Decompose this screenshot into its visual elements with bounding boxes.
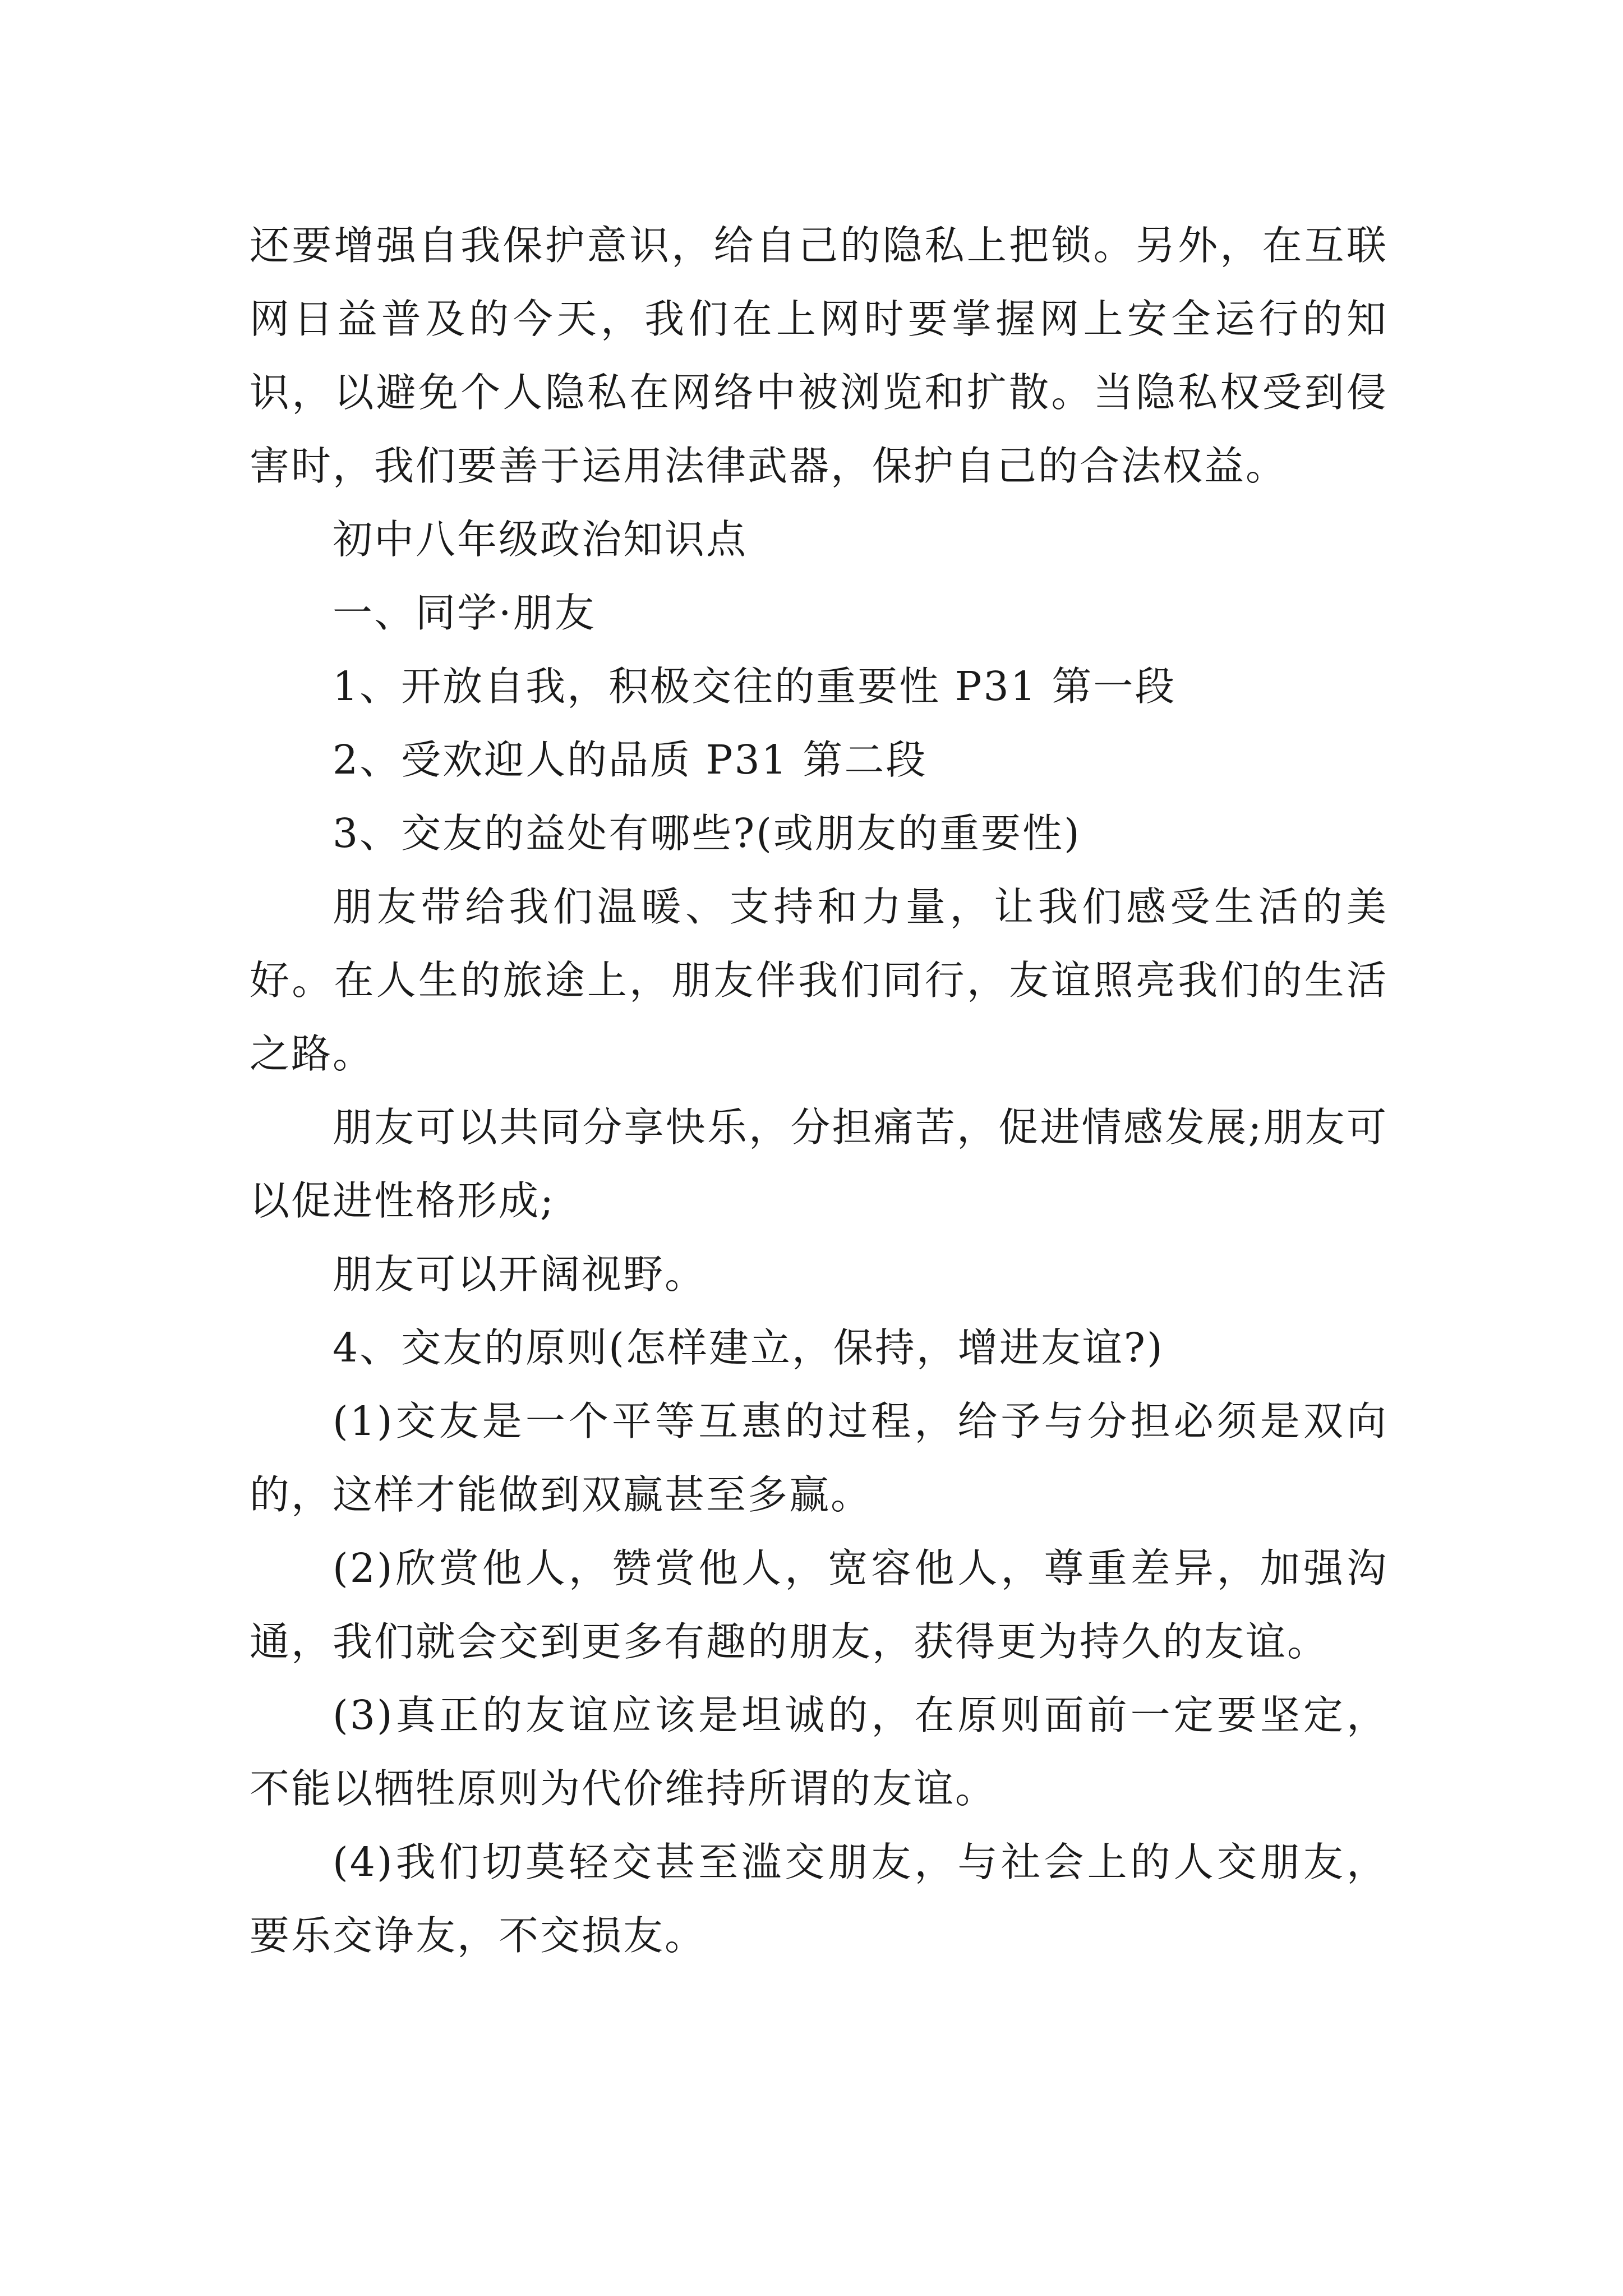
document-body <box>250 209 1388 1972</box>
list-item-1: 1、开放自我，积极交往的重要性 P31 第一段 <box>333 663 1177 710</box>
list-item-4: 4、交友的原则(怎样建立，保持，增进友谊?) <box>333 1324 1164 1371</box>
principle-4: (4)我们切莫轻交甚至滥交朋友，与社会上的人交朋友，要乐交诤友，不交损友。 <box>250 1839 1388 1959</box>
paragraph-friend-vision: 朋友可以开阔视野。 <box>333 1251 707 1297</box>
paragraph-friend-share: 朋友可以共同分享快乐，分担痛苦，促进情感发展;朋友可以促进性格形成; <box>250 1104 1388 1224</box>
paragraph-friend-warmth: 朋友带给我们温暖、支持和力量，让我们感受生活的美好。在人生的旅途上，朋友伴我们同行，友谊照亮我们的生活之路。 <box>250 884 1388 1077</box>
principle-1: (1)交友是一个平等互惠的过程，给予与分担必须是双向的，这样才能做到双赢甚至多赢。 <box>250 1398 1388 1518</box>
paragraph-privacy-protection: 还要增强自我保护意识，给自己的隐私上把锁。另外，在互联网日益普及的今天，我们在上网时要掌握网上安全运行的知识，以避免个人隐私在网络中被浏览和扩散。当隐私权受到侵害时，我们要善于运用法律武器，保护自己的合法权益。 <box>250 222 1388 489</box>
section-title: 初中八年级政治知识点 <box>333 516 748 563</box>
principle-2: (2)欣赏他人，赞赏他人，宽容他人，尊重差异，加强沟通，我们就会交到更多有趣的朋友，获得更为持久的友谊。 <box>250 1545 1388 1665</box>
list-item-3: 3、交友的益处有哪些?(或朋友的重要性) <box>333 810 1081 857</box>
chapter-heading: 一、同学·朋友 <box>333 590 596 636</box>
list-item-2: 2、受欢迎人的品质 P31 第二段 <box>333 737 928 783</box>
principle-3: (3)真正的友谊应该是坦诚的，在原则面前一定要坚定，不能以牺牲原则为代价维持所谓的友谊。 <box>250 1692 1388 1812</box>
